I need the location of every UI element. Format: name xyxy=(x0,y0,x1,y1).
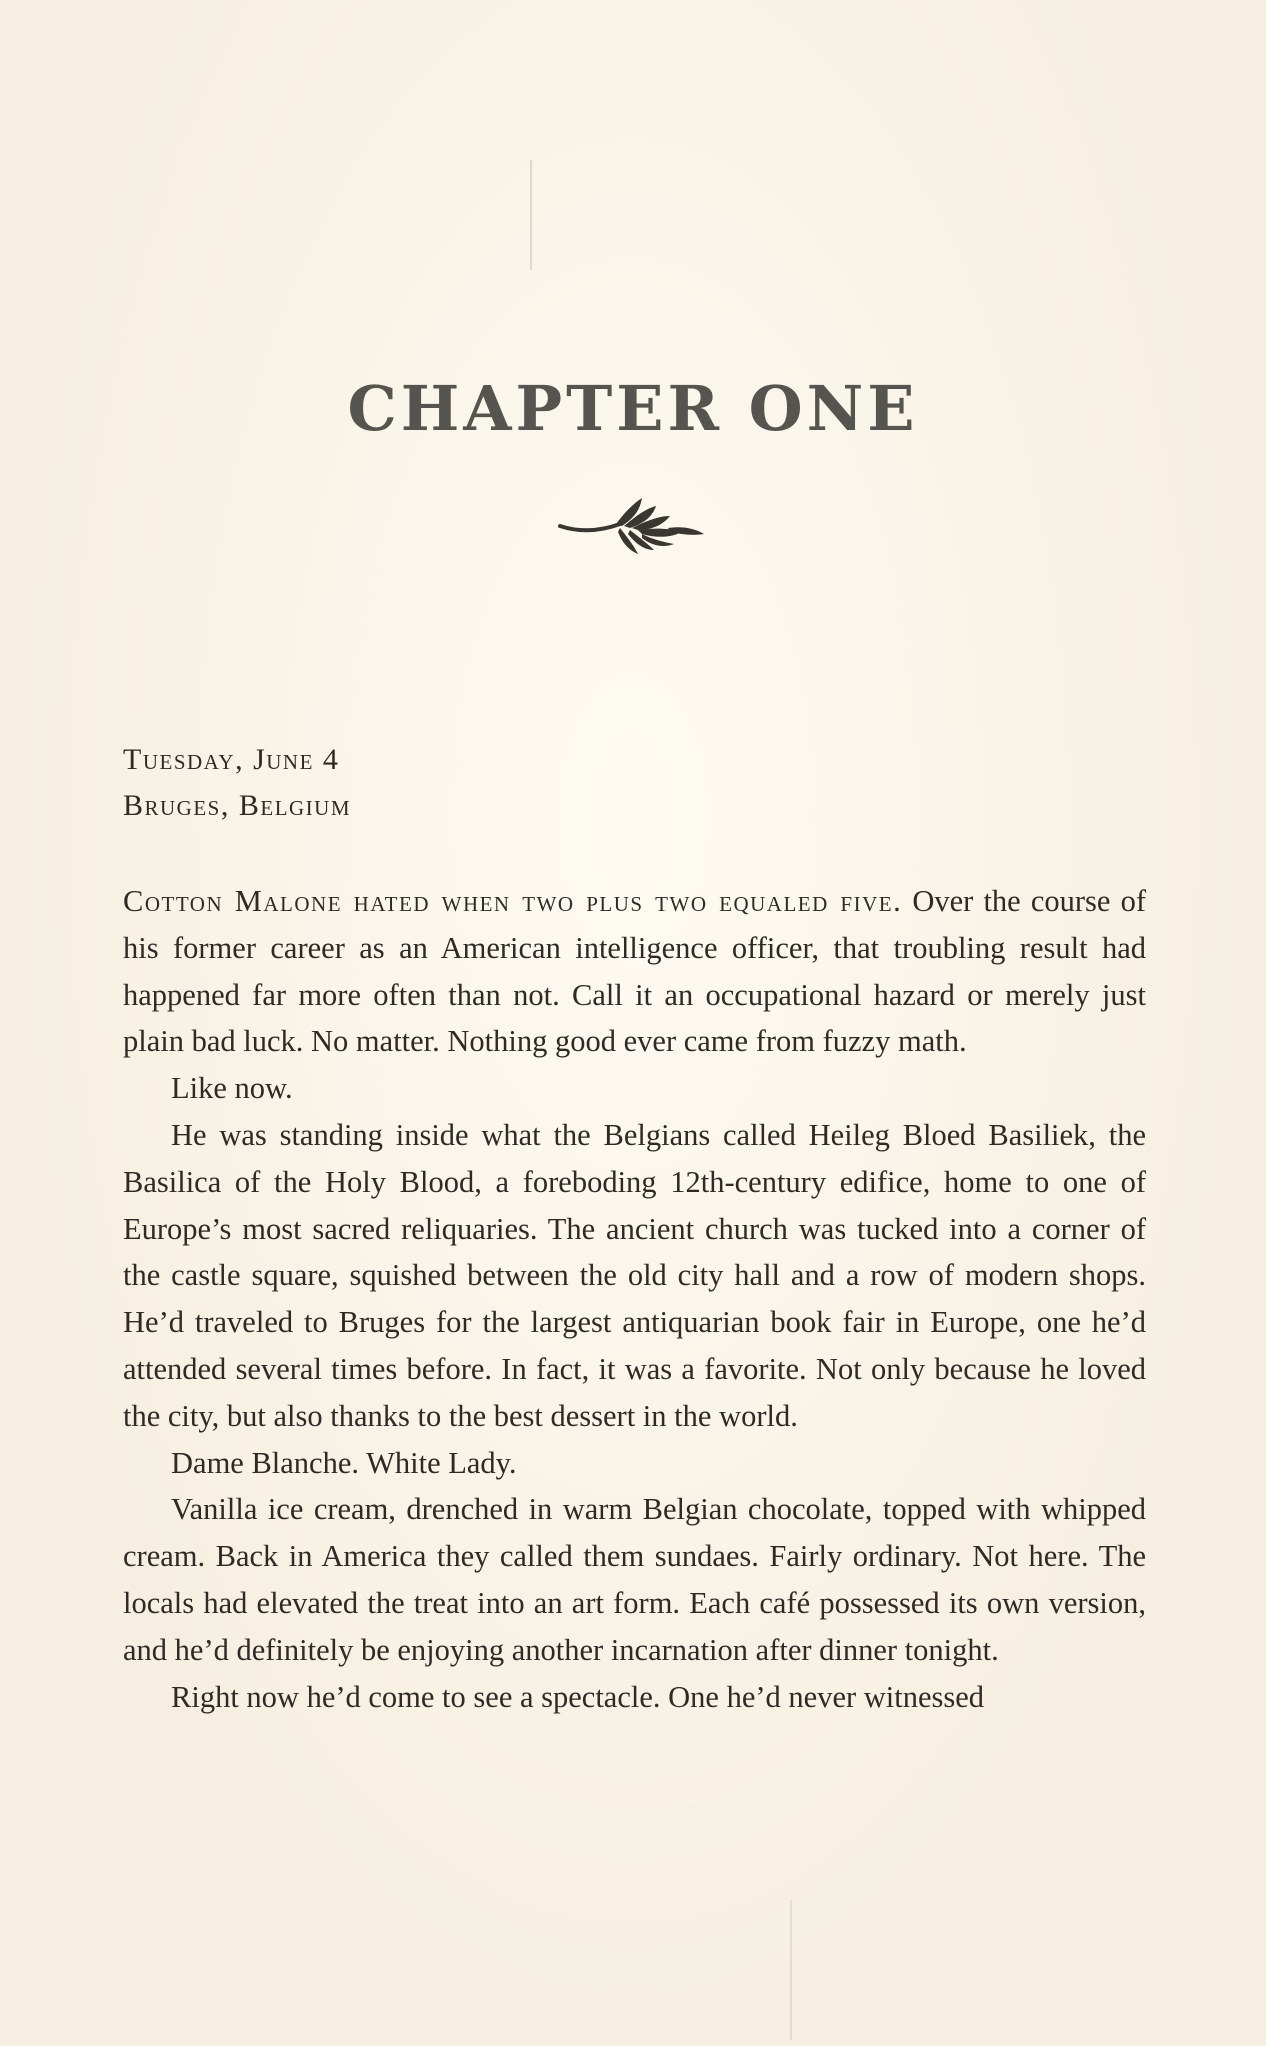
paragraph-5: Vanilla ice cream, drenched in warm Belgian chocolate, topped with whipped cream. Back in America they called them sundaes. Fairly ordinary. Not here. The locals had elevated the treat into an art form. Each café possessed its own version, and he’d definitely be enjoying another incarnation after dinner tonight. xyxy=(123,1492,1146,1667)
dateline-date: Tuesday, June 4 xyxy=(123,743,340,776)
paragraph-6: Right now he’d come to see a spectacle. One he’d never witnessed xyxy=(171,1679,985,1714)
paragraph-3: He was standing inside what the Belgians called Heileg Bloed Basiliek, the Basilica of the Holy Blood, a foreboding 12th-century edifice, home to one of Europe’s most sacred reliquaries. The ancient church was tucked into a corner of the castle square, squished between the old city hall and a row of modern shops. He’d traveled to Bruges for the largest antiquarian book fair in Europe, one he’d attended several times before. In fact, it was a favorite. Not only because he loved the city, but also thanks to the best dessert in the world. xyxy=(123,1117,1146,1433)
chapter-title: CHAPTER ONE xyxy=(347,372,919,445)
dateline xyxy=(123,737,351,829)
paragraph-text: Over the course of his former career as an American intelligence officer, that troubling result had happened far more often than not. Call it an occupational hazard or merely just plain bad luck. No matter. Nothing good ever came from fuzzy math. xyxy=(123,884,1146,1059)
page-crease-bottom xyxy=(790,1900,792,2040)
paragraph-1 xyxy=(123,878,1146,1065)
page-crease-top xyxy=(530,160,532,270)
leaf-sprig-icon xyxy=(558,488,708,558)
dateline-place: Bruges, Belgium xyxy=(123,789,352,822)
paragraph-lead-in: Cotton Malone hated when two plus two equaled five. xyxy=(123,884,903,918)
paragraph-2: Like now. xyxy=(171,1071,293,1106)
paragraph-4: Dame Blanche. White Lady. xyxy=(171,1445,517,1480)
chapter-body xyxy=(123,878,1146,1720)
